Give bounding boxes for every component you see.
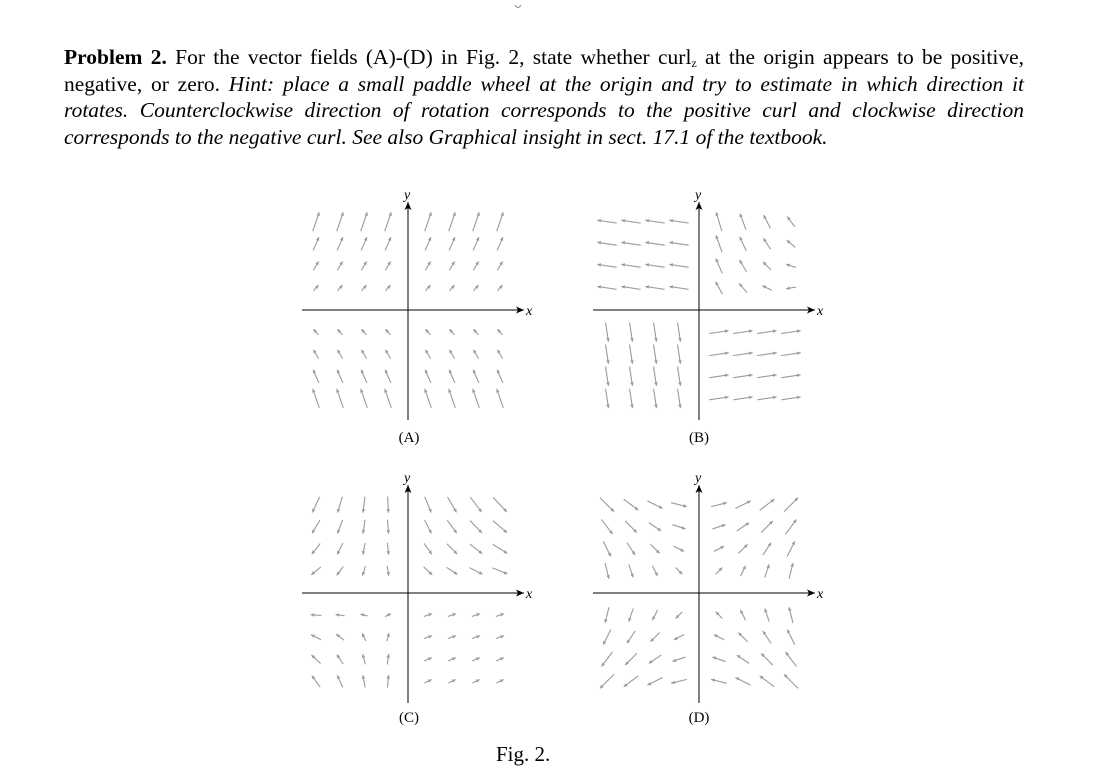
field-arrow (597, 263, 616, 267)
field-arrow (740, 237, 747, 251)
field-arrow (763, 543, 771, 555)
field-arrow (621, 285, 640, 289)
field-arrow (425, 520, 432, 533)
field-arrow (448, 389, 455, 408)
vector-field-panel-a (302, 188, 532, 420)
field-arrow (385, 285, 390, 291)
field-arrow (597, 241, 616, 245)
field-arrow (738, 633, 747, 642)
field-arrow (757, 374, 776, 378)
field-arrow (385, 212, 392, 231)
field-arrow (337, 261, 342, 270)
field-arrow (385, 350, 390, 359)
field-arrow (337, 520, 343, 534)
field-arrow (606, 367, 610, 386)
field-arrow (313, 212, 320, 231)
field-arrow (311, 655, 320, 664)
field-arrow (449, 285, 454, 291)
field-arrow (337, 285, 342, 291)
field-arrow (763, 262, 771, 270)
y-axis-label: y (404, 471, 411, 486)
field-arrow (761, 521, 773, 533)
vector-field-panel-c (302, 471, 532, 703)
field-arrow (311, 567, 320, 575)
field-arrow (733, 374, 752, 378)
field-arrow (311, 635, 321, 640)
field-arrow (761, 653, 773, 665)
field-arrow (336, 389, 343, 408)
field-arrow (447, 520, 457, 533)
field-arrow (624, 676, 639, 687)
field-arrow (473, 285, 478, 291)
field-arrow (312, 389, 319, 408)
field-arrow (652, 566, 657, 576)
field-arrow (472, 613, 480, 616)
field-arrow (361, 212, 368, 231)
field-arrow (787, 541, 795, 556)
field-arrow (669, 219, 688, 223)
field-arrow (424, 679, 431, 683)
field-arrow (473, 370, 479, 383)
field-arrow (448, 613, 456, 616)
field-arrow (362, 654, 366, 664)
problem-text-start: For the vector fields (A)-(D) in Fig. 2, state whether curl (166, 45, 692, 69)
field-arrow (449, 329, 454, 335)
field-arrow (493, 521, 507, 533)
field-arrow (781, 374, 800, 378)
field-arrow (337, 329, 342, 335)
field-arrow (386, 654, 390, 664)
field-arrow (337, 350, 342, 359)
field-arrow (493, 544, 508, 553)
field-arrow (449, 370, 455, 383)
field-arrow (630, 389, 634, 408)
problem-heading: Problem 2. (64, 45, 167, 69)
field-arrow (786, 286, 796, 290)
field-arrow (449, 350, 454, 359)
field-arrow (781, 329, 800, 333)
field-arrow (647, 501, 662, 509)
field-arrow (715, 235, 722, 252)
field-arrow (621, 263, 640, 267)
field-arrow (733, 396, 752, 400)
field-arrow (676, 612, 683, 619)
field-arrow (496, 657, 504, 661)
field-arrow (652, 610, 657, 620)
field-arrow (424, 543, 432, 554)
field-arrow (650, 544, 659, 553)
field-arrow (424, 613, 432, 616)
field-arrow (449, 237, 455, 250)
field-arrow (763, 238, 770, 249)
field-arrow (630, 367, 634, 386)
field-arrow (784, 674, 798, 688)
field-arrow (787, 630, 795, 645)
field-arrow (785, 519, 796, 534)
field-arrow (787, 240, 796, 247)
field-arrow (448, 657, 456, 661)
field-arrow (645, 285, 664, 289)
field-arrow (739, 283, 747, 292)
field-arrow (647, 678, 662, 686)
field-arrow (362, 633, 366, 641)
field-arrow (678, 367, 682, 386)
field-arrow (361, 329, 366, 335)
field-arrow (361, 237, 367, 250)
field-arrow (497, 329, 502, 335)
field-arrow (674, 546, 684, 551)
field-arrow (764, 215, 771, 228)
field-arrow (764, 609, 769, 622)
page-fragment (514, 0, 522, 2)
field-arrow (497, 370, 503, 383)
field-arrow (621, 241, 640, 245)
field-arrow (672, 525, 685, 530)
field-arrow (472, 635, 480, 638)
field-arrow (424, 657, 432, 661)
field-arrow (645, 219, 664, 223)
vector-field-panel-d (593, 471, 823, 703)
field-arrow (645, 263, 664, 267)
field-arrow (784, 498, 798, 512)
field-arrow (676, 568, 683, 575)
field-arrow (425, 261, 430, 270)
x-axis-label: x (526, 587, 533, 602)
field-arrow (763, 631, 771, 643)
field-arrow (448, 635, 456, 638)
field-arrow (600, 674, 614, 688)
vector-field-plot-d (593, 471, 823, 703)
field-arrow (621, 219, 640, 223)
field-arrow (709, 396, 728, 400)
field-arrow (497, 237, 503, 250)
field-arrow (385, 329, 390, 335)
field-arrow (597, 219, 616, 223)
field-arrow (497, 285, 502, 291)
field-arrow (336, 613, 345, 617)
field-arrow (786, 264, 796, 268)
field-arrow (425, 212, 432, 231)
field-arrow (472, 679, 479, 683)
field-arrow (313, 329, 318, 335)
field-arrow (671, 679, 687, 684)
field-arrow (760, 499, 775, 510)
field-arrow (625, 653, 637, 665)
field-arrow (714, 635, 724, 640)
field-arrow (654, 389, 658, 408)
field-arrow (360, 613, 367, 616)
field-arrow (715, 212, 721, 231)
field-arrow (757, 351, 776, 355)
field-arrow (385, 261, 390, 270)
field-arrow (337, 543, 343, 554)
field-arrow (627, 543, 635, 555)
field-arrow (312, 676, 320, 687)
field-arrow (362, 520, 366, 534)
field-arrow (472, 657, 480, 661)
field-arrow (473, 350, 478, 359)
field-arrow (386, 520, 390, 534)
field-arrow (712, 524, 725, 529)
field-arrow (312, 520, 320, 533)
panel-b-label: (B) (689, 430, 709, 446)
field-arrow (313, 261, 318, 270)
field-arrow (624, 499, 639, 510)
y-axis-label: y (404, 188, 411, 203)
field-arrow (385, 237, 391, 250)
field-arrow (425, 329, 430, 335)
field-arrow (337, 497, 342, 513)
field-arrow (712, 656, 725, 661)
field-arrow (311, 613, 322, 617)
field-arrow (386, 566, 390, 576)
field-arrow (361, 261, 366, 270)
field-arrow (654, 344, 658, 363)
field-arrow (716, 612, 723, 619)
field-arrow (493, 497, 507, 512)
field-arrow (630, 322, 634, 341)
field-arrow (473, 237, 479, 250)
field-arrow (386, 675, 390, 688)
field-arrow (711, 678, 727, 683)
field-arrow (716, 568, 723, 575)
field-arrow (674, 635, 684, 640)
field-arrow (760, 676, 775, 687)
field-arrow (425, 350, 430, 359)
x-axis-label: x (817, 587, 824, 602)
field-arrow (649, 523, 661, 531)
field-arrow (627, 631, 635, 643)
field-arrow (678, 322, 682, 341)
field-arrow (385, 614, 391, 617)
field-arrow (496, 613, 504, 616)
problem-hint: Hint: place a small paddle wheel at the origin and try to estimate in which direction it rotates. Counterclockwise direction of rotation corresponds to the positive curl and clockwise direction corresponds to the negative curl. See also Graphical insight in sect. 17.1 of the textbook. (64, 71, 1024, 149)
field-arrow (630, 344, 634, 363)
vector-field-plot-b (593, 188, 823, 420)
y-axis-label: y (695, 471, 702, 486)
field-arrow (738, 544, 747, 553)
field-arrow (762, 286, 771, 291)
x-axis-label: x (526, 304, 533, 319)
field-arrow (447, 497, 456, 512)
field-arrow (336, 634, 344, 640)
field-arrow (473, 212, 480, 231)
field-arrow (709, 329, 728, 333)
field-arrow (709, 374, 728, 378)
field-arrow (361, 285, 366, 291)
problem-statement (64, 44, 1024, 150)
field-arrow (757, 396, 776, 400)
x-axis-label: x (817, 304, 824, 319)
field-arrow (781, 396, 800, 400)
vector-field-plot-c (302, 471, 532, 703)
field-arrow (449, 212, 456, 231)
field-arrow (669, 263, 688, 267)
field-arrow (337, 567, 344, 576)
field-arrow (386, 497, 390, 513)
field-arrow (362, 675, 366, 687)
field-arrow (424, 635, 432, 638)
field-arrow (337, 675, 343, 687)
field-arrow (789, 563, 794, 579)
field-arrow (601, 652, 612, 667)
field-arrow (733, 329, 752, 333)
field-arrow (425, 497, 432, 513)
field-arrow (739, 214, 746, 230)
field-arrow (603, 630, 611, 645)
field-arrow (678, 344, 682, 363)
field-arrow (669, 241, 688, 245)
panel-d-label: (D) (688, 710, 710, 726)
field-arrow (313, 370, 319, 383)
panel-c-label: (C) (399, 710, 419, 726)
field-arrow (672, 657, 685, 662)
field-arrow (424, 567, 433, 575)
field-arrow (492, 568, 507, 575)
field-arrow (601, 519, 612, 534)
field-arrow (337, 654, 343, 663)
field-arrow (671, 503, 687, 508)
field-arrow (447, 544, 457, 554)
field-arrow (496, 635, 504, 638)
field-arrow (312, 543, 321, 554)
field-arrow (425, 370, 431, 383)
field-arrow (711, 502, 727, 507)
panel-a-label: (A) (398, 430, 420, 446)
field-arrow (757, 329, 776, 333)
field-arrow (386, 543, 390, 555)
field-arrow (449, 261, 454, 270)
field-arrow (497, 212, 504, 231)
field-arrow (497, 350, 502, 359)
field-arrow (628, 609, 633, 622)
field-arrow (362, 566, 366, 576)
field-arrow (337, 237, 343, 250)
field-arrow (313, 237, 319, 250)
field-arrow (739, 260, 746, 272)
field-arrow (604, 607, 609, 623)
field-arrow (473, 329, 478, 335)
field-arrow (629, 564, 634, 577)
field-arrow (654, 367, 658, 386)
field-arrow (737, 523, 749, 531)
field-arrow (597, 285, 616, 289)
field-arrow (384, 389, 391, 408)
field-arrow (605, 563, 610, 579)
field-arrow (606, 389, 610, 408)
field-arrow (469, 568, 482, 575)
field-arrow (606, 344, 610, 363)
field-arrow (735, 501, 750, 509)
field-arrow (709, 351, 728, 355)
field-arrow (496, 679, 503, 683)
field-arrow (312, 497, 319, 513)
field-arrow (654, 322, 658, 341)
field-arrow (737, 655, 749, 663)
field-arrow (497, 261, 502, 270)
curl-subscript: z (691, 56, 697, 70)
problem-text-end: at the origin appears to be positive, negative, or zero. (64, 45, 1025, 96)
field-arrow (714, 546, 724, 551)
field-arrow (765, 564, 770, 577)
field-arrow (362, 497, 366, 513)
field-arrow (625, 521, 637, 533)
field-arrow (362, 543, 366, 555)
field-arrow (645, 241, 664, 245)
field-arrow (735, 677, 750, 685)
field-arrow (740, 610, 745, 620)
field-arrow (606, 322, 610, 341)
field-arrow (313, 350, 318, 359)
field-arrow (313, 285, 318, 291)
field-arrow (650, 633, 659, 642)
field-arrow (470, 521, 482, 533)
field-arrow (472, 389, 479, 408)
field-arrow (470, 497, 481, 512)
vector-field-panel-b (593, 188, 823, 420)
field-arrow (669, 285, 688, 289)
field-arrow (424, 389, 431, 408)
vector-field-plot-a (302, 188, 532, 420)
field-arrow (740, 566, 745, 576)
field-arrow (603, 541, 611, 556)
field-arrow (337, 212, 344, 231)
field-arrow (361, 350, 366, 359)
field-arrow (425, 237, 431, 250)
field-arrow (425, 285, 430, 291)
field-arrow (716, 282, 723, 295)
field-arrow (785, 652, 796, 667)
field-arrow (600, 498, 614, 512)
field-arrow (649, 655, 661, 663)
figure-caption: Fig. 2. (496, 742, 551, 766)
field-arrow (361, 370, 367, 383)
field-arrow (386, 633, 389, 641)
field-arrow (678, 389, 682, 408)
field-arrow (446, 567, 457, 574)
field-arrow (448, 679, 455, 683)
field-arrow (787, 217, 795, 227)
field-arrow (496, 389, 503, 408)
field-arrow (385, 370, 391, 383)
field-arrow (470, 544, 483, 554)
field-arrow (733, 351, 752, 355)
field-arrow (781, 351, 800, 355)
field-arrow (716, 258, 723, 273)
field-arrow (473, 261, 478, 270)
field-arrow (337, 370, 343, 383)
y-axis-label: y (695, 188, 702, 203)
field-arrow (788, 607, 793, 623)
field-arrow (360, 389, 367, 408)
